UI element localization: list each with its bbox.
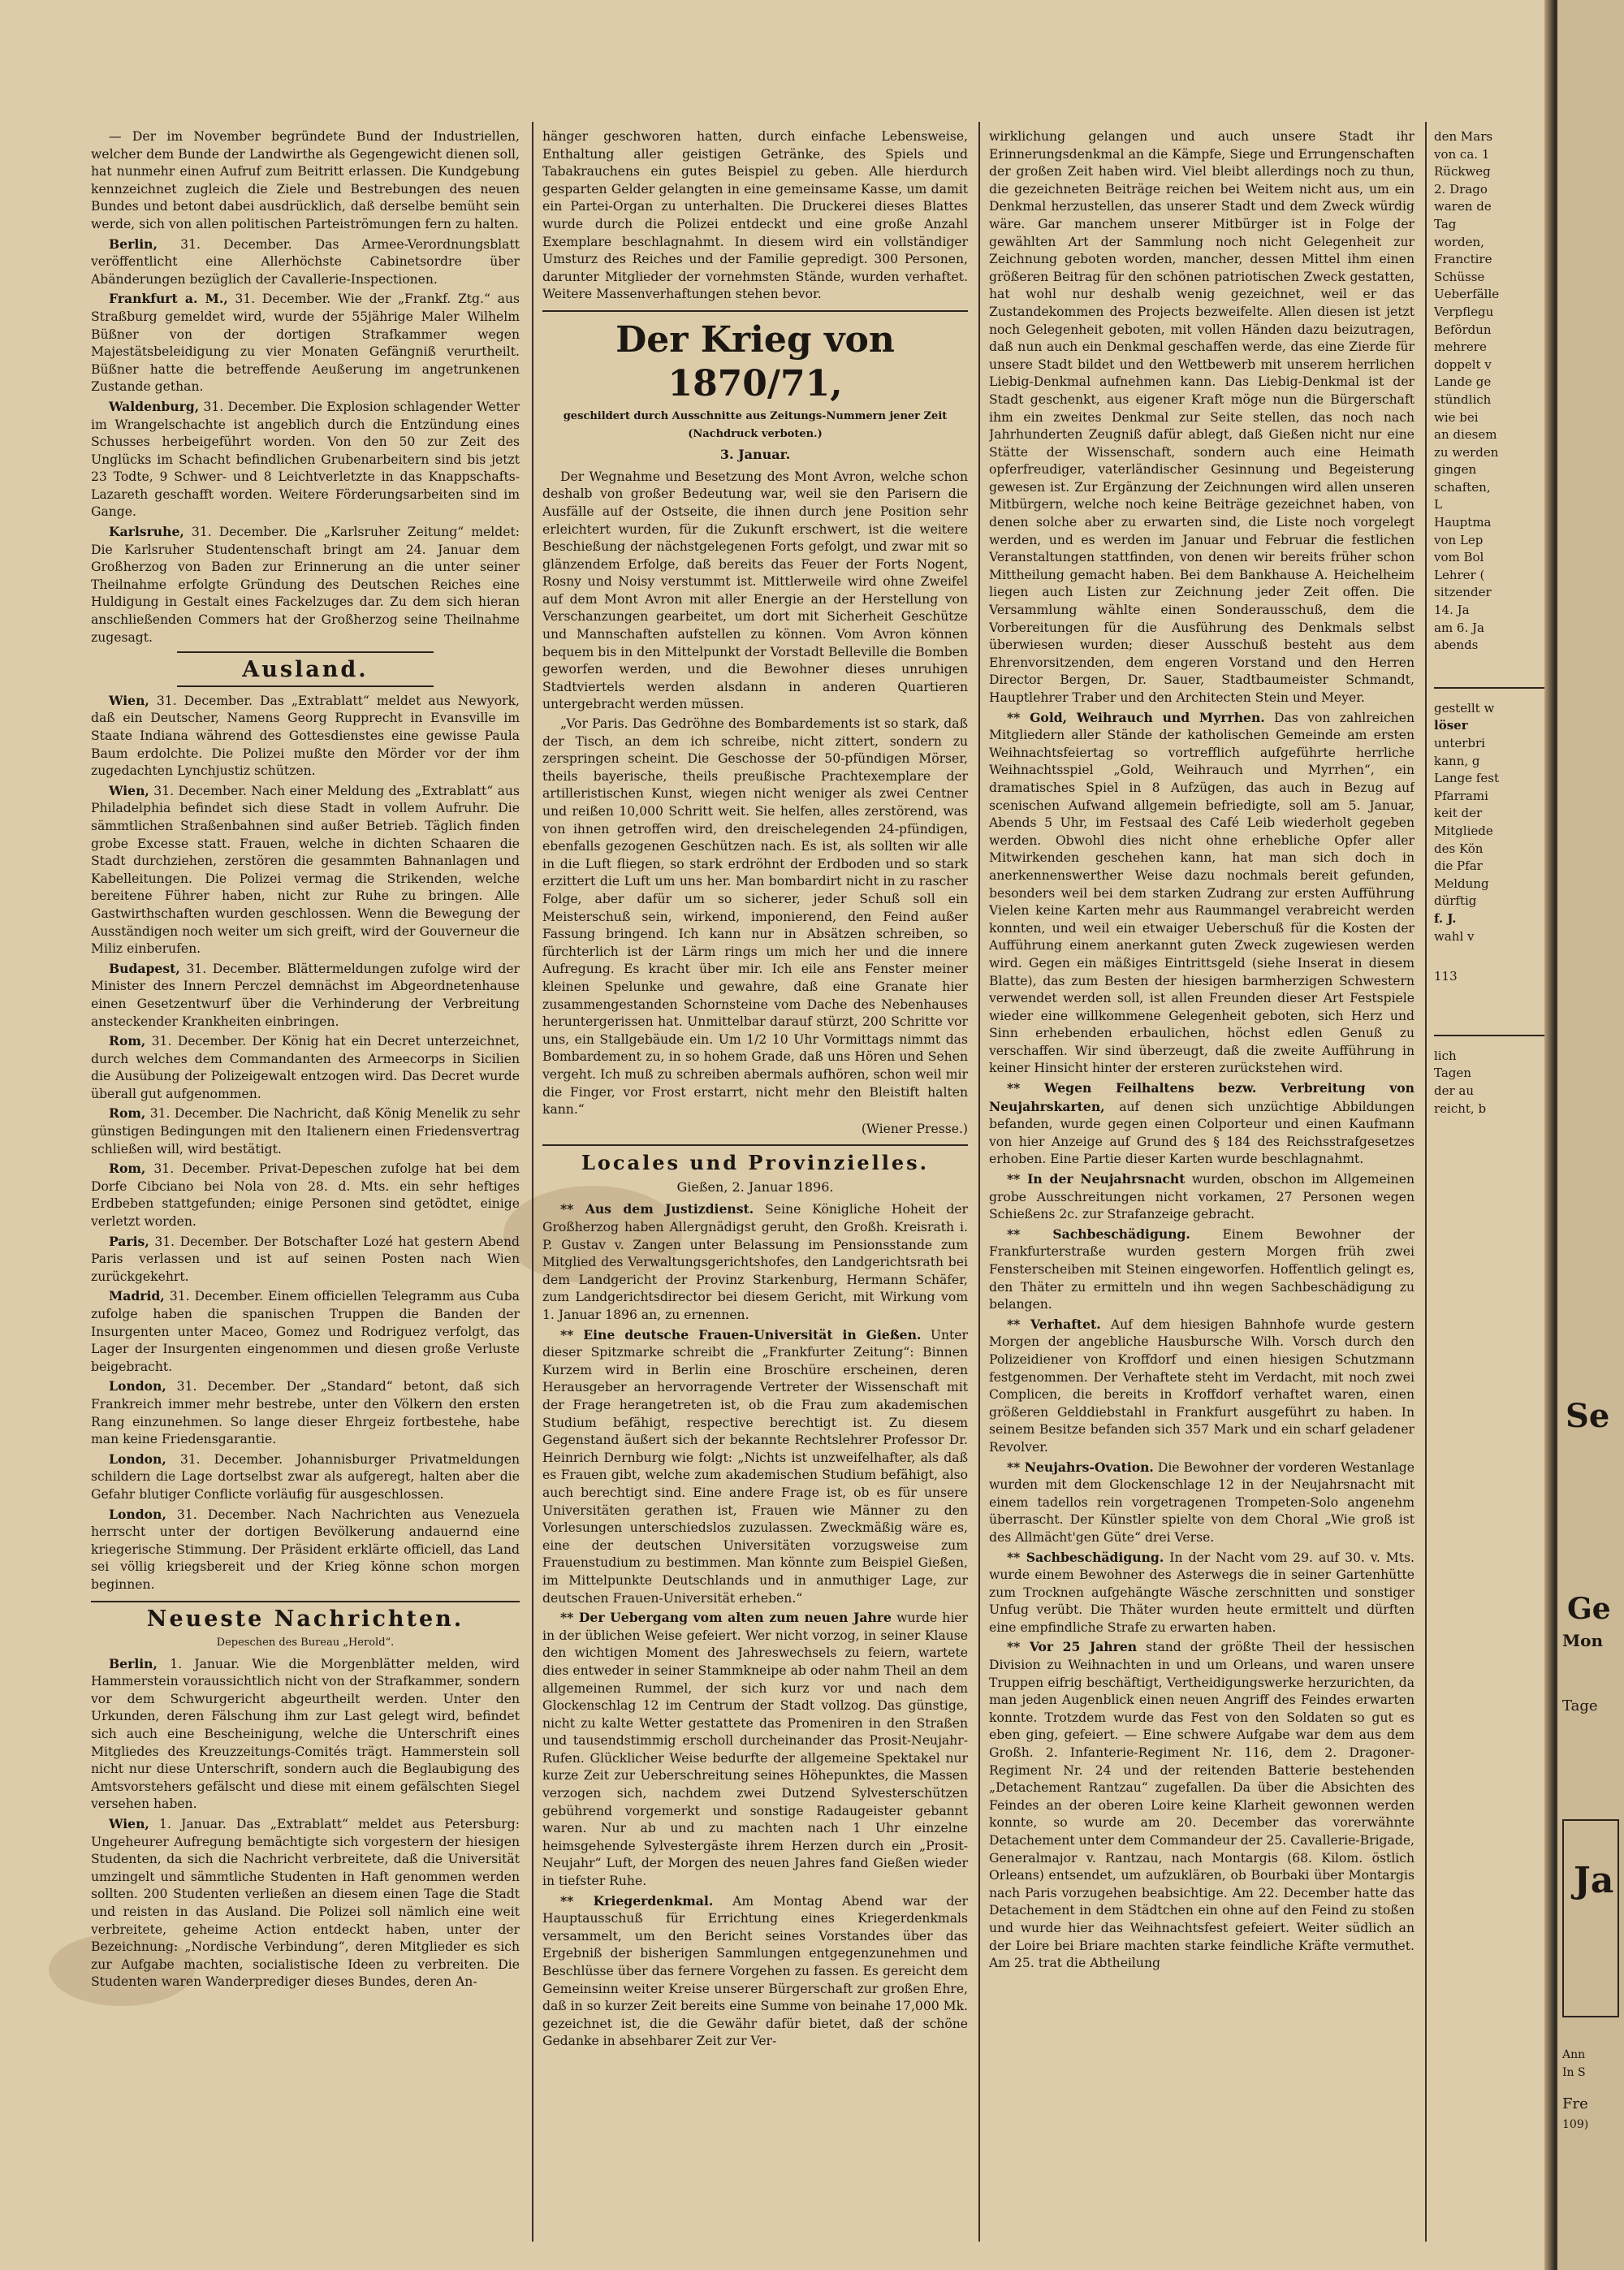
article-neujahr (542, 1609, 968, 1891)
dateline: London, (109, 1506, 166, 1522)
article-text: wurde hier in der üblichen Weise gefeiert. Wer nicht vorzog, in seiner Klause den wichtigen Moment des Jahreswechsels zu feiern, wartete dies entweder in seiner Stammkneipe ab oder nahm Theil an dem allgemeinen Rummel, der sich kurz vor und nach dem Glockenschlag 12 im Centrum der Stadt vollzog. Das günstige, nicht zu kalte Wetter gestattete das Promeniren in den Straßen und tausendstimmig erscholl durcheinander das Prosit-Neujahr-Rufen. Glücklicher Weise bedurfte der allgemeine Spektakel nur kurze Zeit zur Ueberschreitung seines Höhepunktes, die Massen verzogen sich, nachdem zwei Dutzend Sylvesterschützen gebührend vorgemerkt und sonstige Radaugeister gebannt waren. Nur ab und zu machten nach 1 Uhr einzelne heimsgehende Sylvestergäste ihrem Herzen durch ein „Prosit-Neujahr“ Luft, der Morgen des neuen Jahres fand Gießen wieder in tiefster Ruhe. (542, 1611, 968, 1889)
article-title: ** Der Uebergang vom alten zum neuen Jahre (560, 1610, 892, 1626)
article-kriegerdenkmal (542, 1892, 968, 2051)
adjacent-ad-box (1562, 1819, 1619, 2017)
article-london (91, 1506, 520, 1594)
column-1 (91, 128, 520, 2248)
article-text: 31. December. Der König hat ein Decret unterzeichnet, durch welches dem Commandanten des Armeecorps in Sicilien die Ausübung der Polizeigewalt entzogen wird. Das Decret wurde überall gut aufgenommen. (91, 1034, 520, 1101)
fragment-line: Franctire (1434, 252, 1492, 267)
article-neujahrskarten (989, 1079, 1415, 1169)
dateline: Berlin, (109, 1655, 158, 1671)
adjacent-page-text: Mon (1562, 1631, 1604, 1650)
article-bund: — Der im November begründete Bund der Industriellen, welcher dem Bunde der Landwirthe als Gegengewicht dienen soll, hat nunmehr einen Aufruf zum Beitritt erlassen. Die Kundgebung kennzeichnet zugleich die Ziele und Bestrebungen des neuen Bundes und betont dabei ausdrücklich, daß derselbe bemüht sein werde, sich von allen politischen Parteiströmungen fern zu halten. (91, 129, 520, 231)
article-sachbeschaedigung (989, 1549, 1415, 1637)
fragment-line: Ueberfälle (1434, 287, 1500, 302)
fragment-line: löser (1434, 718, 1468, 733)
article-text: Einem Bewohner der Frankfurterstraße wurden gestern Morgen früh zwei Fensterscheiben mit Steinen eingeworfen. Hoffentlich gelingt es, den Thäter zu ermitteln und ihn wegen Sachbeschädigung zu belangen. (989, 1226, 1415, 1312)
article-text: stand der größte Theil der hessischen Division zu Weihnachten in und um Orleans, und waren unsere Truppen eifrig beschäftigt, Vertheidigungswerke herzurichten, da man jeden Augenblick einen neuen Angriff des Feindes erwarten konnte. Trotzdem wurde das Fest von den Soldaten so gut es eben ging, gefeiert. — Eine schwere Aufgabe war dem aus dem Großh. 2. Infanterie-Regiment Nr. 116, dem 2. Dragoner-Regiment Nr. 24 und der reitenden Batterie bestehenden „Detachement Rantzau“ zugefallen. Da über die Absichten des Feindes an der oberen Loire keine Klarheit gewonnen werden konnte, so wurde am 20. December das vorerwähnte Detachement unter dem Commandeur der 25. Cavallerie-Brigade, Generalmajor v. Rantzau, nach Montargis (68. Kilom. östlich Orleans) entsendet, um aufzuklären, ob Bourbaki über Montargis nach Paris vorzugehen beabsichtige. Am 22. December hatte das Detachement in dem Städtchen ein ohne auf den Feind zu stoßen und wurde hier das Weihnachtsfest gefeiert. Weiter südlich an der Loire bei Briare machten starke feindliche Kräfte vermuthet. Am 25. trat die Abtheilung (989, 1640, 1415, 1971)
article-text: 1. Januar. Wie die Morgenblätter melden, wird Hammerstein voraussichtlich nicht von der Strafkammer, sondern vor dem Schwurgericht abgeurtheilt werden. Unter den Urkunden, deren Fälschung ihm zur Last gelegt wird, befindet sich auch eine Bescheinigung, welche die Unterschrift eines Mitgliedes des Kreuzzeitungs-Comités trägt. Hammerstein soll nicht nur diese Unterschrift, sondern auch die Beglaubigung des Amtsvorstehers gefälscht und diese mit einem gefälschten Siegel versehen haben. (91, 1656, 520, 1812)
section-divider (542, 310, 968, 312)
article-text: 31. December. Der Botschafter Lozé hat gestern Abend Paris verlassen und ist auf seinen Posten nach Wien zurückgekehrt. (91, 1234, 520, 1284)
fragment-line: Tagen (1434, 1066, 1471, 1081)
fragment-line: Lande ge (1434, 374, 1492, 390)
article-text: 31. December. Johannisburger Privatmeldungen schildern die Lage dortselbst zwar als aufgeregt, halten aber die Gefahr blutiger Conflicte vorläufig für ausgeschlossen. (91, 1451, 520, 1502)
fragment-line: von ca. 1 (1434, 146, 1490, 162)
adjacent-page-text: Ge (1567, 1592, 1611, 1626)
dateline: Karlsruhe, (109, 524, 184, 540)
article-madrid (91, 1287, 520, 1376)
article-wien (91, 1815, 520, 1991)
fragment-line: Schüsse (1434, 269, 1485, 284)
adjacent-page-text: In S (1562, 2066, 1586, 2079)
article-text: 31. December. Blättermeldungen zufolge wird der Minister des Innern Perczel demnächst im Abgeordnetenhause einen Gesetzentwurf über die Verhinderung der Verbreitung ansteckender Krankheiten einbringen. (91, 961, 520, 1029)
fragment-line: Befördun (1434, 322, 1492, 337)
dateline: Rom, (109, 1161, 146, 1177)
fragment-line: worden, (1434, 234, 1484, 249)
article-sachbeschaedigung (989, 1226, 1415, 1314)
section-divider (1434, 986, 1544, 1036)
article-text: 31. December. Die Explosion schlagender Wetter im Wrangelschachte ist angeblich durch die Entzündung eines Schusses herbeigeführt worden. Von den 50 zur Zeit des Unglücks im Schacht befindlichen Grubenarbeitern sind bis jetzt 23 Todte, 9 Schwer- und 8 Leichtverletzte in das Knappschafts-Lazareth geschafft worden. Weitere Förderungsarbeiten sind im Gange. (91, 399, 520, 520)
article-title: ** Gold, Weihrauch und Myrrhen. (1007, 709, 1265, 725)
fragment-line: wie bei (1434, 409, 1479, 425)
section-divider (542, 1144, 968, 1146)
fragment-line: wahl v (1434, 928, 1475, 944)
article-text: 31. December. Einem officiellen Telegramm aus Cuba zufolge haben die spanischen Truppen die Banden der Insurgenten unter Maceo, Gomez und Rodriguez verfolgt, das Lager der Insurgenten eingenommen und diesen große Verluste beigebracht. (91, 1289, 520, 1374)
fragment-line: am 6. Ja (1434, 620, 1484, 635)
fragment-line: reicht, b (1434, 1100, 1487, 1116)
article-title: ** Verhaftet. (1007, 1316, 1101, 1332)
article-paris (91, 1233, 520, 1286)
column-3 (989, 128, 1415, 2248)
article-title: ** Aus dem Justizdienst. (560, 1201, 754, 1217)
article-text: Die Bewohner der vorderen Westanlage wurden mit dem Glockenschlage 12 in der Neujahrsnacht mit einem tadellos rein vorgetragenen Trompeten-Solo angenehm überrascht. Der Künstler spielte von dem Choral „Wie groß ist des Allmächt'gen Güte“ drei Verse. (989, 1459, 1415, 1545)
article-ovation (989, 1459, 1415, 1547)
fragment-line: f. J. (1434, 910, 1457, 926)
article-berlin (91, 1655, 520, 1814)
fragment-line: Lange fest (1434, 771, 1499, 786)
column-4-fragment (1434, 128, 1544, 1118)
adjacent-page-text: Ja (1574, 1860, 1614, 1901)
fragment-line: unterbri (1434, 736, 1485, 750)
article-text: 31. December. Das „Extrablatt“ meldet aus Newyork, daß ein Deutscher, Namens Georg Rupprecht in Evansville im Staate Indiana während des Gottesdienstes eine gewisse Paula Baum erdolchte. Die Polizei mußte den Mörder vor der ihm zugedachten Lynchjustiz schützen. (91, 693, 520, 779)
article-title: ** Vor 25 Jahren (1007, 1639, 1138, 1655)
fragment-line: Verpflegu (1434, 304, 1494, 319)
fragment-line: zu werden (1434, 444, 1499, 460)
dateline: Paris, (109, 1233, 149, 1249)
fragment-line: Hauptma (1434, 515, 1492, 530)
article-title: ** Sachbeschädigung. (1007, 1549, 1164, 1565)
fragment-line: Mitgliede (1434, 823, 1493, 838)
dateline: London, (109, 1451, 166, 1467)
article-wien (91, 692, 520, 780)
fragment-line: waren de (1434, 199, 1492, 214)
spacer (1434, 945, 1544, 968)
article-krieg: „Vor Paris. Das Gedröhne des Bombardements ist so stark, daß der Tisch, an dem ich schreibe, nicht zittert, sondern zu zerspringen scheint. Die Geschosse der 50-pfündigen Mörser, theils bayerische, theils preußische Prachtexemplare der artilleristischen Kunst, wiegen nicht weniger als zwei Centner und reißen 10,000 Schritt weit. Sie helfen, alles zerstörend, was von ihnen getroffen wird, den dreischelegenden 24-pfündigen, ebenfalls gezogenen Geschützen nach. Es ist, als sollten wir alle in die Luft fliegen, so stark erdröhnt der Erdboden und so stark erzittert die Luft um uns her. Man bombardirt nicht in zu rascher Folge, aber dafür um so sicherer, jeder Schuß soll ein Meisterschuß sein, wirkend, imponierend, den Feind außer Fassung bringend. Ich kann nur in Absätzen schreiben, so fürchterlich ist der Lärm rings um mich her und die innere Aufregung. Es kracht über mir. Ich eile ans Fenster meiner kleinen Spelunke und gewahre, daß eine Granate hier zusammengestanden Schornsteine vom Dache des Nebenhauses heruntergerissen hat. Unmittelbar darauf stürzt, 200 Schritte vor uns, ein Stallgebäude ein. Um 1/2 10 Uhr Vormittags nimmt das Bombardement zu, in so hohem Grade, daß uns Hören und Sehen vergeht. Ich muß zu schreiben abermals aufhören, schon weil mir die Finger, vor Frost erstarrt, nicht mehr den Bleistift halten kann.“ (542, 716, 968, 1118)
article-text: 31. December. Das Armee-Verordnungsblatt veröffentlicht eine Allerhöchste Cabinetsordre über Abänderungen bezüglich der Cavallerie-Inspectionen. (91, 236, 520, 287)
article-justiz (542, 1200, 968, 1324)
section-heading-ausland: Ausland. (242, 657, 369, 683)
fragment-line: mehrere (1434, 339, 1487, 355)
article-text: auf denen sich unzüchtige Abbildungen befanden, wurde gegen einen Colporteur und einen Kaufmann von hier Anzeige auf Grund des § 184 des Reichsstrafgesetzes erhoben. Eine Partie dieser Karten wurde beschlagnahmt. (989, 1099, 1415, 1167)
fragment-line: der au (1434, 1083, 1475, 1098)
dateline: Rom, (109, 1033, 146, 1049)
article-text: 31. December. Nach einer Meldung des „Extrablatt“ aus Philadelphia befindet sich diese Stadt in vollem Aufruhr. Die sämmtlichen Straßenbahnen sind außer Betrieb. Täglich finden grobe Excesse statt. Frauen, welche in dichten Schaaren die Stadt durchziehen, zerstören die gesammten Bahnanlagen und Kabelleitungen. Die Polizei vermag die Strikenden, welche bereitene Führer haben, nicht zur Ruhe zu bringen. Alle Gastwirthschaften wurden geschlossen. Wenn die Bewegung der Ausständigen noch weiter um sich greift, wird der Gouverneur die Miliz einberufen. (91, 783, 520, 957)
column-rule (1425, 122, 1427, 2242)
article-source: (Wiener Presse.) (861, 1121, 968, 1136)
fragment-line: Lehrer ( (1434, 567, 1485, 582)
article-rom (91, 1032, 520, 1103)
article-text: Das von zahlreichen Mitgliedern aller Stände der katholischen Gemeinde am ersten Weihnachtsfeiertag so vortrefflich aufgeführte herrliche Weihnachtsspiel „Gold, Weihrauch und Myrrhen“, ein dramatisches Spiel in 8 Aufzügen, das auch in Bezug auf scenischen Aufwand allgemein befriedigte, soll am 5. Januar, Abends 5 Uhr, im Festsaal des Café Leib wiederholt gegeben werden. Obwohl dies nicht ohne erhebliche Opfer aller Mitwirkenden geschehen kann, hat man sich doch in anerkennenswerther Weise dazu nochmals bereit gefunden, besonders weil bei dem starken Zudrang zur ersten Aufführung Vielen keine Karten mehr aus Raummangel verabreicht werden konnten, und weil ein etwaiger Ueberschuß für die Kosten der Aufführung einem anerkannt guten Zweck zugewiesen werden wird. Gegen ein mäßiges Eintrittsgeld (siehe Inserat in diesem Blatte), das zum Besten der hiesigen barmherzigen Schwestern verwendet werden soll, ist allen Freunden dieser Art Festspiele wieder eine willkommene Gelegenheit geboten, sich Herz und Sinn erhebenden erbaulichen, höchst edlen Genuß zu verschaffen. Wir sind überzeugt, daß die zweite Aufführung in keiner Hinsicht hinter der ersteren zurückstehen wird. (989, 710, 1415, 1076)
dateline: Wien, (109, 692, 149, 708)
article-title: ** Kriegerdenkmal. (560, 1892, 714, 1909)
section-subheading: geschildert durch Ausschnitte aus Zeitungs-Nummern jener Zeit (Nachdruck verboten.) (563, 409, 948, 440)
article-berlin (91, 236, 520, 289)
article-frauen (542, 1326, 968, 1608)
article-text: 31. December. Nach Nachrichten aus Venezuela herrscht unter der dortigen Bevölkerung andauernd eine kriegerische Stimmung. Der Präsident erklärte officiell, das Land sei völlig kriegsbereit und der Krieg könne schon morgen beginnen. (91, 1507, 520, 1592)
section-divider (91, 1601, 520, 1602)
fragment-line: des Kön (1434, 841, 1484, 856)
section-dateline: Gießen, 2. Januar 1896. (676, 1178, 834, 1195)
fragment-line: Pfarrami (1434, 788, 1488, 803)
dateline: Budapest, (109, 960, 180, 976)
article-text: 31. December. Privat-Depeschen zufolge hat bei dem Dorfe Cibciano bei Nola von 28. d. Mts. ein sehr heftiges Erdbeben stattgefunden; einige Personen sind getödtet, einige verletzt worden. (91, 1161, 520, 1230)
article-london (91, 1377, 520, 1448)
fragment-line: 2. Drago (1434, 181, 1488, 197)
fragment-line: Tag (1434, 216, 1457, 231)
fragment-line: L (1434, 497, 1442, 512)
fragment-line: stündlich (1434, 391, 1492, 407)
adjacent-page-text: 109) (1562, 2118, 1589, 2131)
adjacent-page-text: Tage (1562, 1697, 1598, 1714)
article-frankfurt (91, 290, 520, 396)
dateline: Waldenburg, (109, 398, 200, 414)
adjacent-page-text: Fre (1562, 2095, 1588, 2112)
article-neujahrsnacht (989, 1170, 1415, 1224)
article-rom (91, 1160, 520, 1230)
dateline: Madrid, (109, 1288, 165, 1304)
article-continuation: hänger geschworen hatten, durch einfache Lebensweise, Enthaltung aller geistigen Getränke, des Spiels und Tabakrauchens ein gutes Beispiel zu geben. Alle hierdurch gesparten Gelder gelangten in eine gemeinsame Kasse, um damit ein Partei-Organ zu unterhalten. Die Druckerei dieses Blattes wurde durch die Polizei entdeckt und eine große Anzahl Exemplare beschlagnahmt. In diesem wird ein vollständiger Umsturz des Reiches und der Familie gepredigt. 300 Personen, darunter Mitglieder der vornehmsten Stände, wurden verhaftet. Weitere Massenverhaftungen stehen bevor. (542, 129, 968, 302)
fragment-line: Rückweg (1434, 164, 1491, 179)
article-text: Seine Königliche Hoheit der Großherzog haben Allergnädigst geruht, den Großh. Kreisrath i. P. Gustav v. Zangen unter Belassung im Pensionsstande zum Mitglied des Verwaltungsgerichtshofes, den Landgerichtsrath bei dem Landgericht der Provinz Starkenburg, Hermann Schäfer, zum Landgerichtsdirector bei diesem Gericht, mit Wirkung vom 1. Januar 1896 an, zu ernennen. (542, 1202, 968, 1323)
section-divider (1434, 655, 1544, 689)
section-heading-locales: Locales und Provinzielles. (581, 1151, 929, 1175)
fragment-line: von Lep (1434, 532, 1484, 547)
dateline: Rom, (109, 1105, 146, 1122)
article-rom (91, 1105, 520, 1158)
article-text: 31. December. Die „Karlsruher Zeitung“ meldet: Die Karlsruher Studentenschaft bringt am 24. Januar dem Großherzog von Baden zur Erinnerung an die unter seiner Theilnahme erfolgte Gründung des Deutschen Reiches eine Huldigung in Gestalt eines Fackelzuges dar. Zu dem sich hieran anschließenden Commers hat der Großherzog seine Theilnahme zugesagt. (91, 525, 520, 645)
article-wien (91, 782, 520, 958)
article-gold (989, 709, 1415, 1078)
article-london (91, 1451, 520, 1504)
column-2 (542, 128, 968, 2248)
article-verhaftet (989, 1316, 1415, 1457)
article-text: wurden, obschon im Allgemeinen grobe Ausschreitungen nicht vorkamen, 27 Personen wegen Schießens 2c. zur Strafanzeige gebracht. (989, 1172, 1415, 1222)
fragment-line: keit der (1434, 806, 1483, 821)
dateline: Wien, (109, 1816, 149, 1832)
dateline: Berlin, (109, 236, 158, 252)
fragment-line: dürftig (1434, 893, 1477, 909)
fragment-line: gingen (1434, 462, 1477, 478)
dateline: London, (109, 1378, 166, 1394)
section-heading-krieg: Der Krieg von 1870/71, (615, 318, 895, 404)
article-text: 31. December. Die Nachricht, daß König Menelik zu sehr günstigen Bedingungen mit den Italienern einen Friedensvertrag schließen will, wird bestätigt. (91, 1106, 520, 1157)
section-divider (177, 651, 434, 653)
page-number: 113 (1434, 969, 1458, 984)
dateline: Frankfurt a. M., (109, 291, 228, 307)
article-text: 31. December. Wie der „Frankf. Ztg.“ aus Straßburg gemeldet wird, wurde der 55jährige Maler Wilhelm Büßner von der dortigen Strafkammer wegen Majestätsbeleidigung zu vier Monaten Gefängniß verurtheilt. Büßner hatte die betreffende Aeußerung im angetrunkenen Zustande gethan. (91, 292, 520, 395)
fragment-line: 14. Ja (1434, 603, 1470, 618)
dateline: Wien, (109, 782, 149, 798)
fragment-line: sitzender (1434, 585, 1492, 600)
adjacent-page-text: Ann (1562, 2048, 1586, 2061)
article-title: ** Sachbeschädigung. (1007, 1226, 1190, 1242)
fragment-line: doppelt v (1434, 357, 1492, 372)
article-text: 31. December. Der „Standard“ betont, daß sich Frankreich immer mehr bestrebe, unter den Völkern den ersten Rang einzunehmen. So lange dieser Ehrgeiz fortbestehe, habe man keine Friedensgarantie. (91, 1379, 520, 1447)
fragment-line: kann, g (1434, 753, 1480, 768)
article-title: ** Wegen Feilhaltens bezw. Verbreitung von Neujahrskarten, (989, 1080, 1415, 1114)
fragment-line: schaften, (1434, 479, 1491, 495)
article-title: ** Neujahrs-Ovation. (1007, 1459, 1154, 1475)
fragment-line: die Pfar (1434, 858, 1483, 874)
fragment-line: lich (1434, 1048, 1457, 1063)
fragment-line: Meldung (1434, 876, 1489, 891)
article-title: ** Eine deutsche Frauen-Universität in Gießen. (560, 1326, 922, 1343)
adjacent-page-text: Se (1566, 1397, 1610, 1435)
fragment-line: den Mars (1434, 129, 1493, 144)
article-text: Unter dieser Spitzmarke schreibt die „Frankfurter Zeitung“: Binnen Kurzem wird in Berlin eine Broschüre erscheinen, deren Herausgeber an hervorragende Vertreter der Wissenschaft mit der Frage herangetreten ist, ob die Frau zum akademischen Studium befähigt, respective berechtigt ist. Zu diesem Gegenstand äußert sich der bekannte Rechtslehrer Professor Dr. Heinrich Dernburg wie folgt: „Nichts ist unzweifelhafter, als daß es Frauen gibt, welche zum akademischen Studium befähigt, also auch berechtigt sind. Eine andere Frage ist, ob es für unsere Universitäten gerathen ist, Frauen wie Männer zu den Vorlesungen unterschiedslos zuzulassen. Zweckmäßig wäre es, eine der deutschen Universitäten vorzugsweise zum Frauenstudium zu bestimmen. Man könnte zum Beispiel Gießen, im Mittelpunkte Deutschlands und in anmuthiger Lage, zur deutschen Frauen-Universität erheben.“ (542, 1327, 968, 1606)
section-divider (177, 685, 434, 687)
article-karlsruhe (91, 523, 520, 646)
article-vor-25-jahren (989, 1638, 1415, 1972)
column-rule (978, 122, 980, 2242)
section-subheading: Depeschen des Bureau „Herold“. (216, 1637, 395, 1650)
section-heading-neueste: Neueste Nachrichten. (146, 1606, 464, 1632)
article-text: In der Nacht vom 29. auf 30. v. Mts. wurde einem Bewohner des Asterwegs die in seiner Gartenhütte zum Trocknen aufgehängte Wäsche zerschnitten und sonstiger Unfug verübt. Die Thäter wurden heute ermittelt und dürften eine empfindliche Strafe zu erwarten haben. (989, 1550, 1415, 1635)
article-waldenburg (91, 398, 520, 521)
article-title: ** In der Neujahrsnacht (1007, 1171, 1186, 1187)
article-text: 1. Januar. Das „Extrablatt“ meldet aus Petersburg: Ungeheurer Aufregung bemächtigte sich vorgestern der hiesigen Studenten, da sich die Nachricht verbreitete, daß die Universität umzingelt und sämmtliche Studenten in Haft genommen werden sollten. 200 Studenten verließen an diesem einen Tage die Stadt und reisten in das Ausland. Die Polizei soll nämlich eine weit verbreitete, geheime Action entdeckt haben, unter der Bezeichnung: „Nordische Verbindung“, deren Mitglieder es sich zur Aufgabe machten, socialistische Ideen zu verbreiten. Die Studenten waren Wanderprediger dieses Bundes, deren An- (91, 1817, 520, 1990)
article-continuation: wirklichung gelangen und auch unsere Stadt ihr Erinnerungsdenkmal an die Kämpfe, Siege und Errungenschaften der großen Zeit haben wird. Viel bleibt allerdings noch zu thun, die gezeichneten Beiträge reichen bei Weitem nicht aus, um ein Denkmal herzustellen, das unserer Stadt und dem Zweck würdig wäre. Gar manchem unserer Mitbürger ist in Folge der gewählten Art der Sammlung noch nicht Gelegenheit zur Zeichnung geboten worden, mancher, dessen Mittel ihm einen größeren Beitrag für den schönen patriotischen Zweck gestatten, hat wohl nur deshalb wenig gezeichnet, weil er das Zustandekommen des Projects bezweifelte. Allen diesen ist jetzt noch Gelegenheit geboten, mit vollen Händen dazu beizutragen, daß nun auch ein Denkmal geschaffen werde, das eine Zierde für unsere Stadt bildet und den Wettbewerb mit unserem herrlichen Liebig-Denkmal aufnehmen kann. Das Liebig-Denkmal ist der Stadt geschenkt, aus eigener Kraft möge nun die Bürgerschaft ihm ein zweites Denkmal zur Seite stellen, das noch nach Jahrhunderten Zeugniß dafür ablegt, daß Gießen nicht nur eine Stätte der Wissenschaft, sondern auch eine Heimath opferfreudiger, vaterländischer Gesinnung und Begeisterung gewesen ist. Zur Ergänzung der Zeichnungen wird allen unseren Mitbürgern, welche noch keine Beiträge gezeichnet haben, von denen solche aber zu erwarten sind, die Liste noch vorgelegt werden, und es werden im Januar und Februar die festlichen Veranstaltungen stattfinden, von denen wir bereits früher schon Mittheilung gemacht haben. Bei dem Bankhause A. Heichelheim liegen auch Listen zur Zeichnung jeder Zeit offen. Die Versammlung wählte einen Sonderausschuß, dem die Vorbereitungen für die Ausführung des Denkmals selbst überwiesen wurden; dieser Ausschuß besteht aus dem Ehrenvorsitzenden, dem engeren Vorstand und den Herren Director Bergen, Dr. Sauer, Stadtbaumeister Schmandt, Hauptlehrer Traber und den Architecten Stein und Meyer. (989, 129, 1415, 705)
article-text: Auf dem hiesigen Bahnhofe wurde gestern Morgen der angebliche Hausbursche Wilh. Vorsch durch den Polizeidiener von Kroffdorf und einen hiesigen Schutzmann festgenommen. Der Verhaftete steht im Verdacht, mit noch zwei Complicen, die bereits in Kroffdorf verhaftet waren, einen größeren Gelddiebstahl in Frankfurt ausgeführt zu haben. In seinem Besitze befanden sich 357 Mark und ein scharf geladener Revolver. (989, 1317, 1415, 1455)
article-krieg: Der Wegnahme und Besetzung des Mont Avron, welche schon deshalb von großer Bedeutung war, weil sie den Parisern die Ausfälle auf der Ostseite, die ihnen durch jene Position sehr erleichtert wurden, für die Zukunft erschwert, ist die weitere Beschießung der nächstgelegenen Forts gefolgt, und zwar mit so glänzendem Erfolge, daß bereits das Feuer der Forts Nogent, Rosny und Noisy verstummt ist. Mittlerweile wird ohne Zweifel auf dem Mont Avron mit aller Energie an der Herstellung von Verschanzungen gearbeitet, um dort mit Sicherheit Geschütze und Mannschaften aufstellen zu können. Vom Avron können bequem bis in den Mittelpunkt der Vorstadt Belleville die Bomben geworfen werden, und die Bewohner dieses unruhigen Stadtviertels werden alsdann in anderen Quartieren untergebracht werden müssen. (542, 469, 968, 712)
adjacent-page-edge (1557, 0, 1624, 2270)
article-budapest (91, 960, 520, 1031)
fragment-line: gestellt w (1434, 700, 1495, 716)
column-rule (532, 122, 533, 2242)
article-text: Am Montag Abend war der Hauptausschuß für Errichtung eines Kriegerdenkmals versammelt, um den Bericht seines Vorstandes über das Ergebniß der bisherigen Sammlungen entgegenzunehmen und Beschlüsse über das fernere Vorgehen zu fassen. Es gereicht dem Gemeinsinn weiter Kreise unserer Bürgerschaft zur großen Ehre, daß in so kurzer Zeit bereits eine Summe von beinahe 17,000 Mk. gezeichnet ist, die die Gewähr dafür bietet, daß der schöne Gedanke in absehbarer Zeit zur Ver- (542, 1893, 968, 2049)
fragment-line: abends (1434, 638, 1479, 653)
fragment-line: vom Bol (1434, 550, 1484, 565)
article-date: 3. Januar. (719, 447, 791, 463)
fragment-line: an diesem (1434, 427, 1497, 443)
